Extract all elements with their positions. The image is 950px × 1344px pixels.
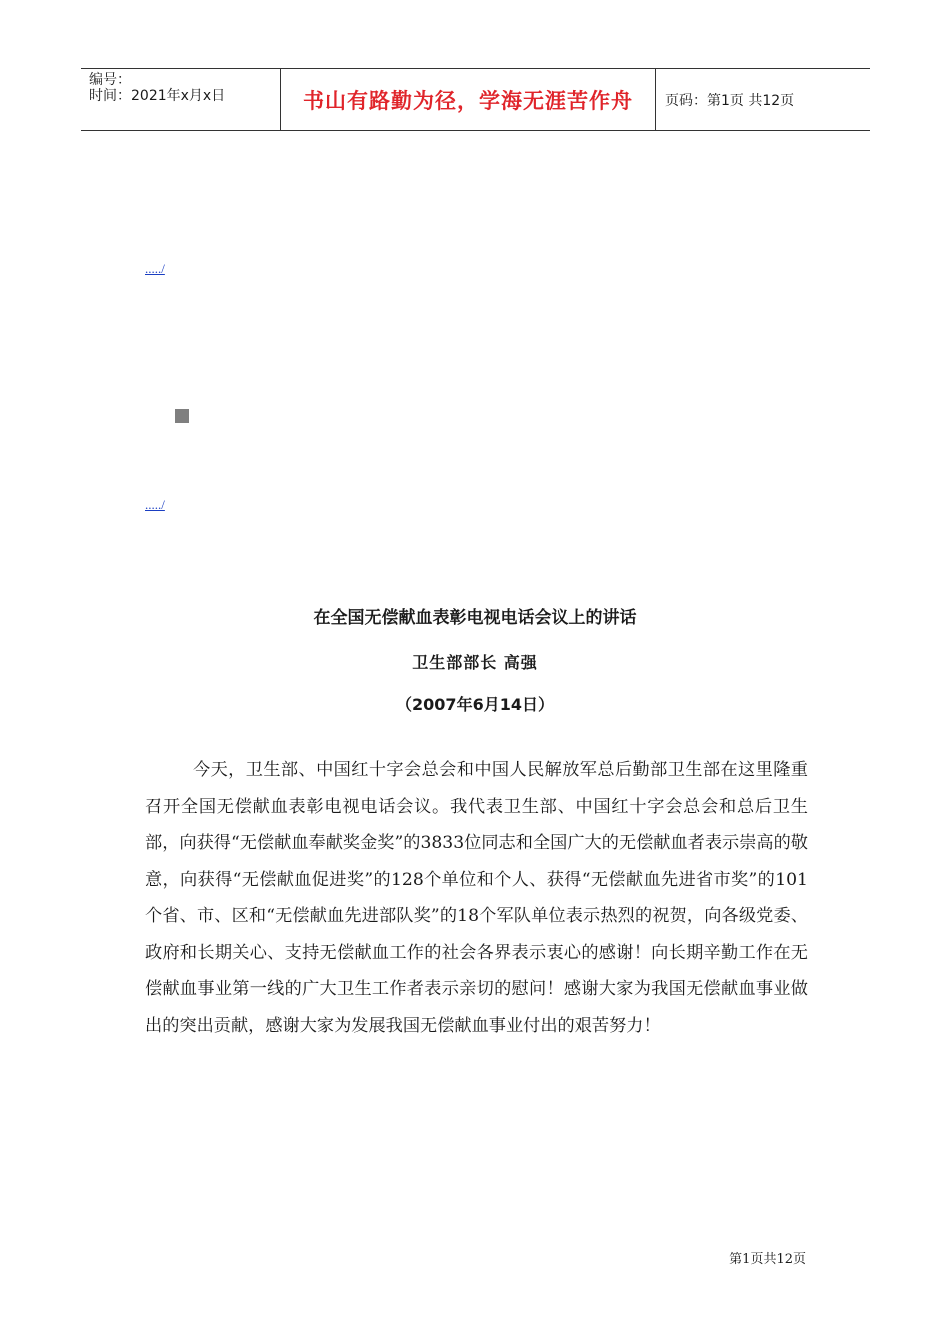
page-footer: 第1页共12页 — [729, 1252, 806, 1267]
body-paragraph: 今天，卫生部、中国红十字会总会和中国人民解放军总后勤部卫生部在这里隆重召开全国无偿献血表彰电视电话会议。我代表卫生部、中国红十字会总会和总后卫生部，向获得“无偿献血奉献奖金奖”的3833位同志和全国广大的无偿献血者表示崇高的敬意，向获得“无偿献血促进奖”的128个单位和个人、获得“无偿献血先进省市奖”的101个省、市、区和“无偿献血先进部队奖”的18个军队单位表示热烈的祝贺，向各级党委、政府和长期关心、支持无偿献血工作的社会各界表示衷心的感谢！向长期辛勤工作在无偿献血事业第一线的广大卫生工作者表示亲切的慰问！感谢大家为我国无偿献血事业做出的突出贡献，感谢大家为发展我国无偿献血事业付出的艰苦努力！ — [145, 760, 808, 1036]
motto-text: 书山有路勤为径，学海无涯苦作舟 — [303, 88, 633, 113]
document-header — [81, 68, 870, 131]
header-info-cell — [81, 69, 281, 130]
header-page-cell — [656, 69, 870, 130]
link-1[interactable]: ...../ — [145, 261, 165, 276]
square-bullet-icon — [175, 409, 189, 423]
speaker-line: 卫生部部长 高强 — [412, 653, 538, 672]
header-motto-cell — [281, 69, 656, 130]
page-label: 页码：第1页 共12页 — [665, 92, 795, 109]
document-title: 在全国无偿献血表彰电视电话会议上的讲话 — [313, 608, 637, 628]
number-label: 编号： — [89, 72, 131, 88]
speech-date: （2007年6月14日） — [396, 695, 554, 714]
link-2[interactable]: ...../ — [145, 497, 165, 512]
time-label: 时间：2021年x月x日 — [89, 88, 226, 104]
